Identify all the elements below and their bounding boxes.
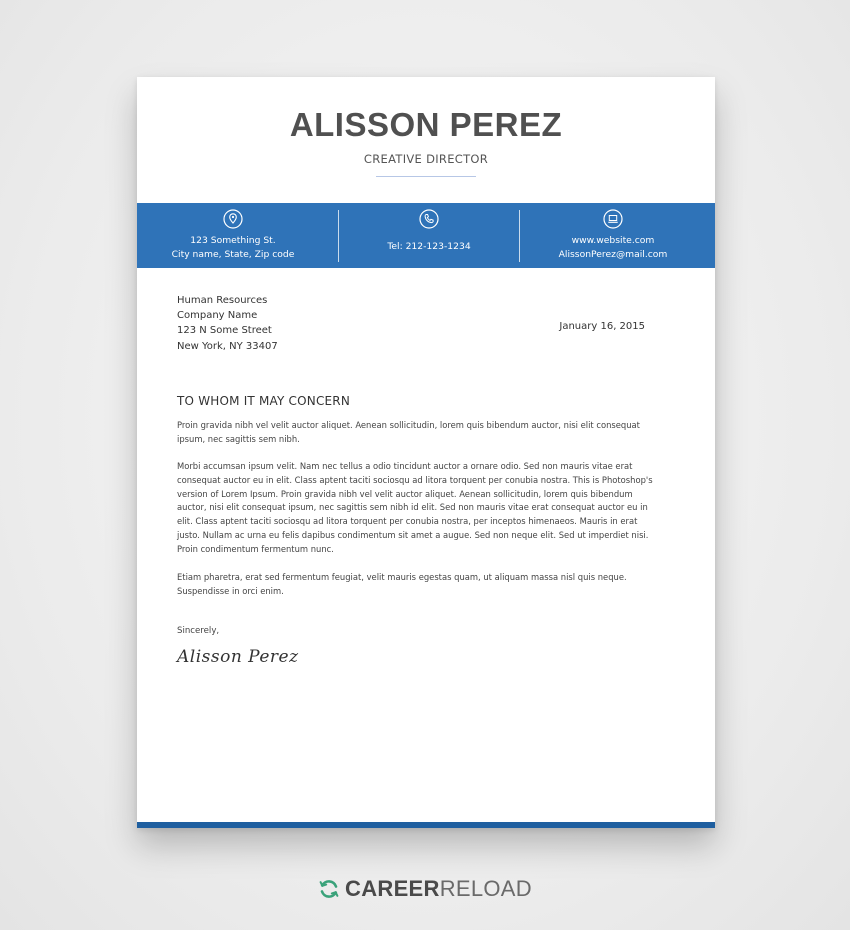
career-reload-logo-icon — [318, 878, 340, 900]
address-line2: City name, State, Zip code — [171, 249, 295, 260]
contact-band — [137, 203, 715, 268]
title-divider — [376, 176, 476, 177]
applicant-name: ALISSON PEREZ — [289, 106, 563, 143]
brand-name-part2: RELOAD — [439, 876, 532, 901]
recipient-line4: New York, NY 33407 — [177, 340, 278, 352]
contact-phone — [333, 203, 525, 268]
contact-web — [517, 203, 709, 268]
website[interactable]: www.website.com — [571, 235, 655, 246]
applicant-title: CREATIVE DIRECTOR — [363, 152, 489, 166]
salutation: TO WHOM IT MAY CONCERN — [177, 394, 351, 408]
letter-date: January 16, 2015 — [559, 321, 645, 332]
cover-letter-page — [137, 77, 715, 828]
footer-bar — [137, 822, 715, 828]
laptop-icon — [603, 209, 623, 229]
recipient-address — [177, 293, 278, 354]
signature: Alisson Perez — [177, 647, 299, 667]
body-paragraph-1: Proin gravida nibh vel velit auctor aliquet. Aenean sollicitudin, lorem quis bibendum auctor, nisi elit consequat ipsum, nec sagittis sem nibh. — [177, 420, 640, 444]
brand-name-part1: CAREER — [345, 876, 440, 901]
contact-address — [137, 203, 329, 268]
body-paragraph-3: Etiam pharetra, erat sed fermentum feugiat, velit mauris egestas quam, ut aliquam massa nisl quis neque. Suspendisse in orci enim. — [177, 572, 627, 596]
recipient-line2: Company Name — [177, 310, 258, 322]
phone-icon — [419, 209, 439, 229]
phone-number: Tel: 212-123-1234 — [387, 241, 471, 252]
address-line1: 123 Something St. — [190, 235, 276, 246]
body-paragraph-2: Morbi accumsan ipsum velit. Nam nec tellus a odio tincidunt auctor a ornare odio. Sed non mauris vitae erat consequat auctor eu in elit. Class aptent taciti sociosqu ad litora torquent per conubia nostra. This is Photoshop's version of Lorem Ipsum. Proin gravida nibh vel velit auctor aliquet. Aenean sollicitudin, lorem quis bibendum auctor, nisi elit consequat ipsum, nec sagittis sem nibh id elit. Sed non mauris vitae erat consequat auctor eu in elit. Class aptent taciti sociosqu ad litora torquent per conubia nostra, per inceptos himenaeos. Mauris in erat justo. Nullam ac urna eu felis dapibus condimentum sit amet a augue. Sed non neque elit. Sed ut imperdiet nisi. Proin condimentum fermentum nunc. — [177, 461, 653, 554]
location-pin-icon — [223, 209, 243, 229]
email[interactable]: AlissonPerez@mail.com — [558, 249, 668, 260]
closing: Sincerely, — [177, 626, 220, 636]
recipient-line1: Human Resources — [177, 295, 268, 306]
brand-footer — [0, 876, 850, 904]
recipient-line3: 123 N Some Street — [177, 325, 272, 337]
